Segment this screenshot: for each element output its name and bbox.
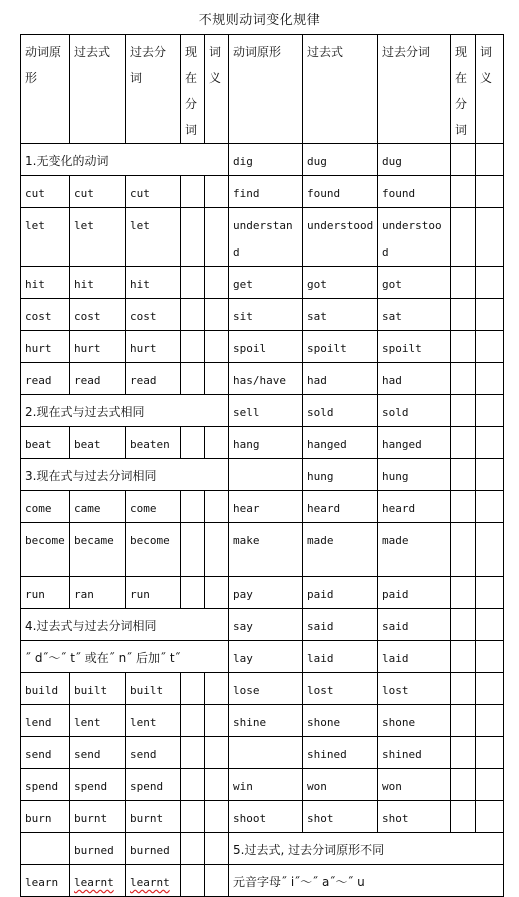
cell-past-participle: beaten xyxy=(126,427,181,459)
cell-base-form: burn xyxy=(21,801,70,833)
cell-present-participle-right xyxy=(451,208,476,267)
cell-present-participle xyxy=(181,491,205,523)
cell-meaning xyxy=(205,491,229,523)
cell-meaning xyxy=(205,705,229,737)
cell-present-participle-right xyxy=(451,491,476,523)
table-row xyxy=(21,737,504,769)
cell-present-participle xyxy=(181,331,205,363)
cell-present-participle xyxy=(181,705,205,737)
cell-past-tense: beat xyxy=(70,427,126,459)
cell-past-participle-right: had xyxy=(378,363,451,395)
cell-base-form-right: understand xyxy=(229,208,303,267)
cell-meaning xyxy=(205,577,229,609)
cell-present-participle-right xyxy=(451,673,476,705)
header-meaning-right: 词义 xyxy=(476,35,504,144)
cell-past-participle-right: said xyxy=(378,609,451,641)
header-base-form: 动词原形 xyxy=(21,35,70,144)
cell-present-participle xyxy=(181,865,205,897)
table-row xyxy=(21,609,504,641)
cell-past-participle: run xyxy=(126,577,181,609)
cell-meaning-right xyxy=(476,523,504,577)
cell-past-tense-right: shot xyxy=(303,801,378,833)
cell-present-participle xyxy=(181,833,205,865)
cell-base-form-right: dig xyxy=(229,144,303,176)
header-present-participle-right: 现在分词 xyxy=(451,35,476,144)
header-past-tense: 过去式 xyxy=(70,35,126,144)
cell-past-participle-right: dug xyxy=(378,144,451,176)
header-past-participle: 过去分词 xyxy=(126,35,181,144)
cell-meaning-right xyxy=(476,427,504,459)
cell-past-tense: cost xyxy=(70,299,126,331)
cell-base-form-right xyxy=(229,737,303,769)
cell-present-participle-right xyxy=(451,176,476,208)
cell-past-participle-right: got xyxy=(378,267,451,299)
header-past-tense-right: 过去式 xyxy=(303,35,378,144)
cell-base-form: cost xyxy=(21,299,70,331)
header-past-participle-right: 过去分词 xyxy=(378,35,451,144)
cell-meaning-right xyxy=(476,673,504,705)
cell-present-participle-right xyxy=(451,331,476,363)
cell-past-tense-right: sat xyxy=(303,299,378,331)
cell-meaning-right xyxy=(476,641,504,673)
cell-present-participle xyxy=(181,208,205,267)
cell-past-tense-right: won xyxy=(303,769,378,801)
cell-base-form: lend xyxy=(21,705,70,737)
cell-base-form-right: pay xyxy=(229,577,303,609)
section-heading: 5.过去式, 过去分词原形不同 xyxy=(229,833,504,865)
cell-present-participle xyxy=(181,427,205,459)
cell-meaning-right xyxy=(476,331,504,363)
cell-past-tense-right: hung xyxy=(303,459,378,491)
cell-past-participle-right: laid xyxy=(378,641,451,673)
cell-present-participle-right xyxy=(451,144,476,176)
cell-meaning xyxy=(205,523,229,577)
cell-past-tense-right: hanged xyxy=(303,427,378,459)
cell-base-form-right: hear xyxy=(229,491,303,523)
cell-meaning xyxy=(205,769,229,801)
section-heading: 1.无变化的动词 xyxy=(21,144,229,176)
cell-present-participle xyxy=(181,673,205,705)
table-row xyxy=(21,523,504,577)
cell-past-tense: let xyxy=(70,208,126,267)
cell-past-tense-right: shone xyxy=(303,705,378,737)
table-row xyxy=(21,208,504,267)
cell-past-tense: hit xyxy=(70,267,126,299)
table-row xyxy=(21,865,504,897)
cell-present-participle-right xyxy=(451,737,476,769)
cell-past-participle: hurt xyxy=(126,331,181,363)
cell-meaning-right xyxy=(476,208,504,267)
cell-base-form: hit xyxy=(21,267,70,299)
header-present-participle: 现在分词 xyxy=(181,35,205,144)
cell-past-tense-right: spoilt xyxy=(303,331,378,363)
cell-past-tense: built xyxy=(70,673,126,705)
cell-base-form: hurt xyxy=(21,331,70,363)
cell-past-participle: become xyxy=(126,523,181,577)
cell-present-participle xyxy=(181,577,205,609)
section-heading: 元音字母˝ i˝～˝ a˝～˝ u xyxy=(229,865,504,897)
cell-base-form-right: lay xyxy=(229,641,303,673)
table-row xyxy=(21,769,504,801)
cell-past-tense-right: heard xyxy=(303,491,378,523)
cell-past-participle-right: won xyxy=(378,769,451,801)
cell-past-tense: came xyxy=(70,491,126,523)
cell-base-form-right: say xyxy=(229,609,303,641)
cell-past-participle-right: made xyxy=(378,523,451,577)
cell-past-tense: read xyxy=(70,363,126,395)
cell-base-form-right: sell xyxy=(229,395,303,427)
cell-past-tense: spend xyxy=(70,769,126,801)
table-row xyxy=(21,363,504,395)
cell-past-tense-right: sold xyxy=(303,395,378,427)
cell-past-participle-right: sold xyxy=(378,395,451,427)
cell-present-participle-right xyxy=(451,459,476,491)
spelling-mark: learnt xyxy=(130,876,170,889)
cell-base-form: spend xyxy=(21,769,70,801)
cell-meaning xyxy=(205,299,229,331)
section-heading: 4.过去式与过去分词相同 xyxy=(21,609,229,641)
table-row xyxy=(21,176,504,208)
cell-base-form-right xyxy=(229,459,303,491)
cell-past-tense-right: understood xyxy=(303,208,378,267)
table-row xyxy=(21,331,504,363)
cell-base-form-right: find xyxy=(229,176,303,208)
table-row xyxy=(21,577,504,609)
cell-base-form: let xyxy=(21,208,70,267)
cell-meaning-right xyxy=(476,801,504,833)
cell-base-form-right: make xyxy=(229,523,303,577)
cell-past-participle: hit xyxy=(126,267,181,299)
cell-base-form: build xyxy=(21,673,70,705)
cell-present-participle-right xyxy=(451,395,476,427)
cell-base-form-right: sit xyxy=(229,299,303,331)
cell-past-tense: lent xyxy=(70,705,126,737)
cell-meaning-right xyxy=(476,491,504,523)
cell-past-tense: burnt xyxy=(70,801,126,833)
cell-meaning-right xyxy=(476,299,504,331)
cell-meaning xyxy=(205,833,229,865)
cell-meaning-right xyxy=(476,144,504,176)
cell-meaning xyxy=(205,673,229,705)
cell-past-participle: cost xyxy=(126,299,181,331)
cell-past-participle: burned xyxy=(126,833,181,865)
cell-past-tense-right: paid xyxy=(303,577,378,609)
cell-present-participle xyxy=(181,523,205,577)
cell-past-participle: spend xyxy=(126,769,181,801)
cell-base-form-right: shine xyxy=(229,705,303,737)
cell-meaning-right xyxy=(476,176,504,208)
cell-past-tense: send xyxy=(70,737,126,769)
cell-meaning xyxy=(205,331,229,363)
table-row xyxy=(21,641,504,673)
cell-past-participle-right: found xyxy=(378,176,451,208)
cell-past-participle: send xyxy=(126,737,181,769)
cell-base-form xyxy=(21,833,70,865)
cell-base-form: send xyxy=(21,737,70,769)
section-heading: 2.现在式与过去式相同 xyxy=(21,395,229,427)
cell-meaning-right xyxy=(476,705,504,737)
cell-present-participle xyxy=(181,267,205,299)
cell-past-tense: became xyxy=(70,523,126,577)
cell-meaning-right xyxy=(476,609,504,641)
table-row xyxy=(21,299,504,331)
cell-past-tense-right: found xyxy=(303,176,378,208)
cell-meaning xyxy=(205,737,229,769)
cell-base-form: read xyxy=(21,363,70,395)
cell-base-form-right: shoot xyxy=(229,801,303,833)
cell-present-participle xyxy=(181,801,205,833)
cell-past-tense-right: made xyxy=(303,523,378,577)
cell-present-participle-right xyxy=(451,609,476,641)
cell-base-form-right: spoil xyxy=(229,331,303,363)
cell-past-participle-right: hanged xyxy=(378,427,451,459)
cell-base-form: learn xyxy=(21,865,70,897)
cell-meaning-right xyxy=(476,769,504,801)
cell-meaning-right xyxy=(476,577,504,609)
header-base-form-right: 动词原形 xyxy=(229,35,303,144)
cell-past-participle-right: shone xyxy=(378,705,451,737)
section-heading: ˝ d˝～˝ t˝ 或在˝ n˝ 后加˝ t˝ xyxy=(21,641,229,673)
table-row xyxy=(21,144,504,176)
cell-past-tense: hurt xyxy=(70,331,126,363)
cell-past-participle: burnt xyxy=(126,801,181,833)
table-row xyxy=(21,491,504,523)
cell-present-participle-right xyxy=(451,641,476,673)
cell-past-participle-right: understood xyxy=(378,208,451,267)
cell-meaning-right xyxy=(476,459,504,491)
cell-past-tense: cut xyxy=(70,176,126,208)
cell-past-participle-right: hung xyxy=(378,459,451,491)
cell-meaning-right xyxy=(476,363,504,395)
cell-present-participle xyxy=(181,769,205,801)
cell-base-form-right: get xyxy=(229,267,303,299)
cell-base-form-right: has/have xyxy=(229,363,303,395)
cell-meaning-right xyxy=(476,737,504,769)
table-row xyxy=(21,427,504,459)
cell-present-participle-right xyxy=(451,705,476,737)
cell-meaning-right xyxy=(476,395,504,427)
table-row xyxy=(21,833,504,865)
table-row xyxy=(21,395,504,427)
cell-past-participle-right: paid xyxy=(378,577,451,609)
cell-present-participle xyxy=(181,176,205,208)
cell-base-form: run xyxy=(21,577,70,609)
cell-past-tense-right: had xyxy=(303,363,378,395)
verb-table-body xyxy=(21,35,504,897)
cell-base-form: cut xyxy=(21,176,70,208)
cell-present-participle-right xyxy=(451,577,476,609)
cell-base-form-right: lose xyxy=(229,673,303,705)
table-row xyxy=(21,705,504,737)
cell-past-tense-right: lost xyxy=(303,673,378,705)
cell-present-participle-right xyxy=(451,267,476,299)
section-heading: 3.现在式与过去分词相同 xyxy=(21,459,229,491)
cell-meaning-right xyxy=(476,267,504,299)
cell-past-participle-right: spoilt xyxy=(378,331,451,363)
table-row xyxy=(21,459,504,491)
cell-past-participle: lent xyxy=(126,705,181,737)
cell-past-participle: built xyxy=(126,673,181,705)
cell-past-participle-right: sat xyxy=(378,299,451,331)
verb-table xyxy=(20,34,504,897)
cell-past-participle: cut xyxy=(126,176,181,208)
cell-present-participle xyxy=(181,363,205,395)
cell-meaning xyxy=(205,801,229,833)
cell-meaning xyxy=(205,363,229,395)
cell-present-participle-right xyxy=(451,427,476,459)
cell-past-participle: read xyxy=(126,363,181,395)
cell-present-participle-right xyxy=(451,801,476,833)
table-row xyxy=(21,673,504,705)
cell-base-form: come xyxy=(21,491,70,523)
cell-base-form-right: win xyxy=(229,769,303,801)
spelling-mark: learnt xyxy=(74,876,114,889)
cell-meaning xyxy=(205,267,229,299)
cell-base-form: become xyxy=(21,523,70,577)
cell-present-participle-right xyxy=(451,769,476,801)
cell-past-tense xyxy=(70,865,126,897)
cell-past-tense: ran xyxy=(70,577,126,609)
cell-meaning xyxy=(205,208,229,267)
cell-past-tense: burned xyxy=(70,833,126,865)
cell-meaning xyxy=(205,865,229,897)
cell-meaning xyxy=(205,427,229,459)
cell-past-participle xyxy=(126,865,181,897)
page-title: 不规则动词变化规律 xyxy=(198,13,321,28)
cell-present-participle xyxy=(181,737,205,769)
cell-past-participle-right: lost xyxy=(378,673,451,705)
header-row xyxy=(21,35,504,144)
cell-present-participle-right xyxy=(451,523,476,577)
cell-past-participle-right: shined xyxy=(378,737,451,769)
cell-past-tense-right: dug xyxy=(303,144,378,176)
cell-base-form-right: hang xyxy=(229,427,303,459)
cell-past-tense-right: laid xyxy=(303,641,378,673)
cell-past-tense-right: said xyxy=(303,609,378,641)
cell-past-tense-right: shined xyxy=(303,737,378,769)
cell-past-participle-right: shot xyxy=(378,801,451,833)
cell-present-participle xyxy=(181,299,205,331)
cell-base-form: beat xyxy=(21,427,70,459)
cell-present-participle-right xyxy=(451,299,476,331)
cell-past-participle-right: heard xyxy=(378,491,451,523)
cell-past-tense-right: got xyxy=(303,267,378,299)
header-meaning: 词义 xyxy=(205,35,229,144)
cell-past-participle: let xyxy=(126,208,181,267)
cell-past-participle: come xyxy=(126,491,181,523)
table-row xyxy=(21,801,504,833)
table-row xyxy=(21,267,504,299)
cell-meaning xyxy=(205,176,229,208)
cell-present-participle-right xyxy=(451,363,476,395)
